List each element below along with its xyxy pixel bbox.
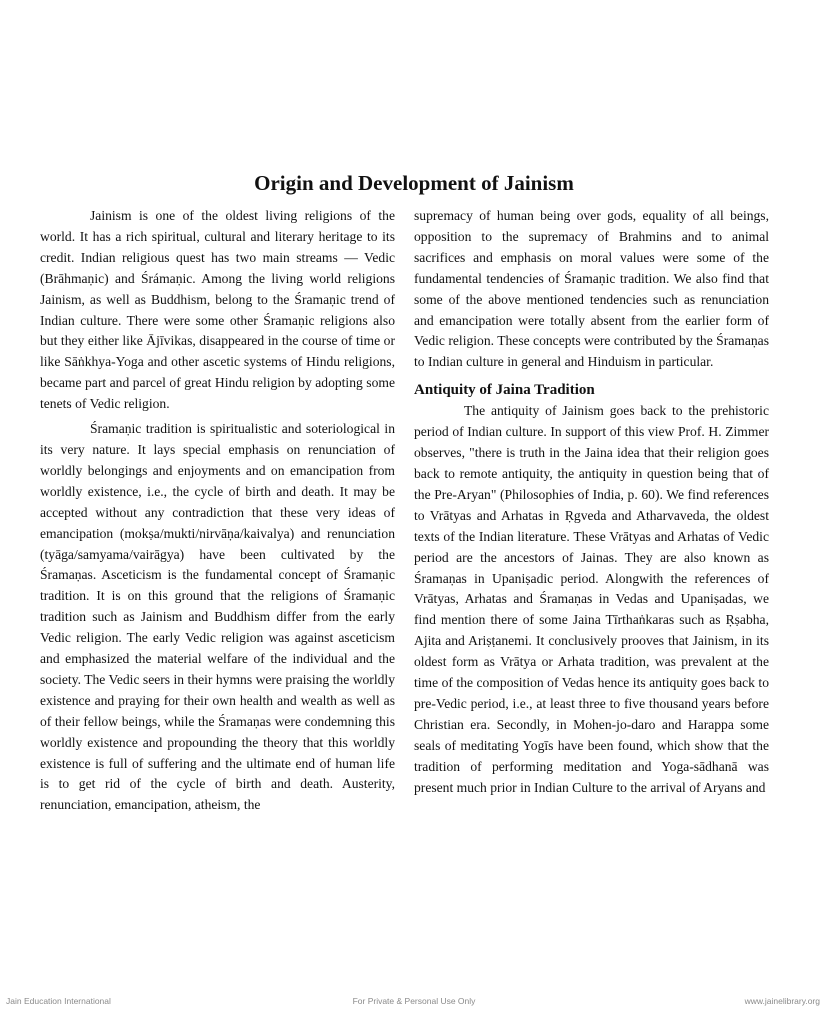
footer-publisher: Jain Education International [6, 996, 111, 1006]
sramanic-tradition-paragraph: Śramaṇic tradition is spiritualistic and soteriological in its very nature. It lays special emphasis on renunciation of worldly belongings and enjoyments and on emancipation from worldly existence, i.e., the cycle of birth and death. It may be accepted without any contradiction that these very ideas of emancipation (mokṣa/mukti/nirvāṇa/kaivalya) and renunciation (tyāga/samyama/vairāgya) have been cultivated by the Śramaṇas. Asceticism is the fundamental concept of Śramaṇic tradition. It is on this ground that the religions of Śramaṇic tradition such as Jainism and Buddhism differ from the early Vedic religion. The early Vedic religion was against asceticism and emphasized the material welfare of the individual and the society. The Vedic seers in their hymns were praising the worldly existence and praying for their own health and wealth as well as of their fellow beings, while the Śramaṇas were condemning this worldly existence and propounding the theory that this worldly existence is full of suffering and the ultimate end of human life is to get rid of the cycle of birth and death. Austerity, renunciation, emancipation, atheism, the [40, 421, 395, 813]
page-title: Origin and Development of Jainism [254, 171, 574, 195]
intro-paragraph: Jainism is one of the oldest living religions of the world. It has a rich spiritual, cultural and literary heritage to its credit. Indian religious quest has two main streams — Vedic (Brāhmaṇic) and Śrámaṇic. Among the living world religions Jainism, as well as Buddhism, belong to the Śramaṇic trend of Indian culture. There were some other Śramaṇic religions also but they either like Ājīvikas, disappeared in the course of time or like Sāṅkhya-Yoga and other ascetic systems of Hindu religions, became part and parcel of great Hindu religion by adopting some tenets of Vedic religion. [40, 208, 395, 412]
left-column [40, 206, 395, 816]
footer-usage-note: For Private & Personal Use Only [352, 996, 476, 1006]
right-column [414, 206, 769, 798]
page-footer [0, 996, 828, 1010]
continuation-paragraph: supremacy of human being over gods, equality of all beings, opposition to the supremacy of Brahmins and to animal sacrifices and emphasis on moral values were some of the fundamental tendencies of Śramaṇic tradition. We also find that some of the above mentioned tendencies such as renunciation and emancipation were totally absent from the earlier form of Vedic religion. These concepts were contributed by the Śramaṇas to Indian culture in general and Hinduism in particular. [414, 208, 769, 370]
footer-website-link[interactable]: www.jainelibrary.org [744, 996, 820, 1006]
antiquity-paragraph: The antiquity of Jainism goes back to the prehistoric period of Indian culture. In support of this view Prof. H. Zimmer observes, "there is truth in the Jaina idea that their religion goes back to remote antiquity, the antiquity in question being that of the Pre-Aryan" (Philosophies of India, p. 60). We find references to Vrātyas and Arhatas in Ṛgveda and Atharvaveda, the oldest texts of the Indian literature. These Vrātyas and Arhatas of Vedic period are the ancestors of Jainas. They are also known as Śramaṇas in Upaniṣadic period. Alongwith the references of Vrātyas, Arhatas and Śramaṇas in Vedas and Upaniṣadas, we find mention there of some Jaina Tīrthaṅkaras such as Ṛṣabha, Ajita and Ariṣṭanemi. It conclusively prooves that Jainism, in its oldest form as Vrātya or Arhata tradition, was prevalent at the time of the composition of Vedas hence its antiquity goes back to pre-Vedic period, i.e., at least three to five thousand years before Christian era. Secondly, in Mohen-jo-daro and Harappa some seals of meditating Yogīs have been found, which show that the tradition of performing meditation and Yoga-sādhanā was present much prior in Indian Culture to the arrival of Aryans and [414, 403, 769, 795]
section-heading-antiquity: Antiquity of Jaina Tradition [414, 382, 595, 399]
